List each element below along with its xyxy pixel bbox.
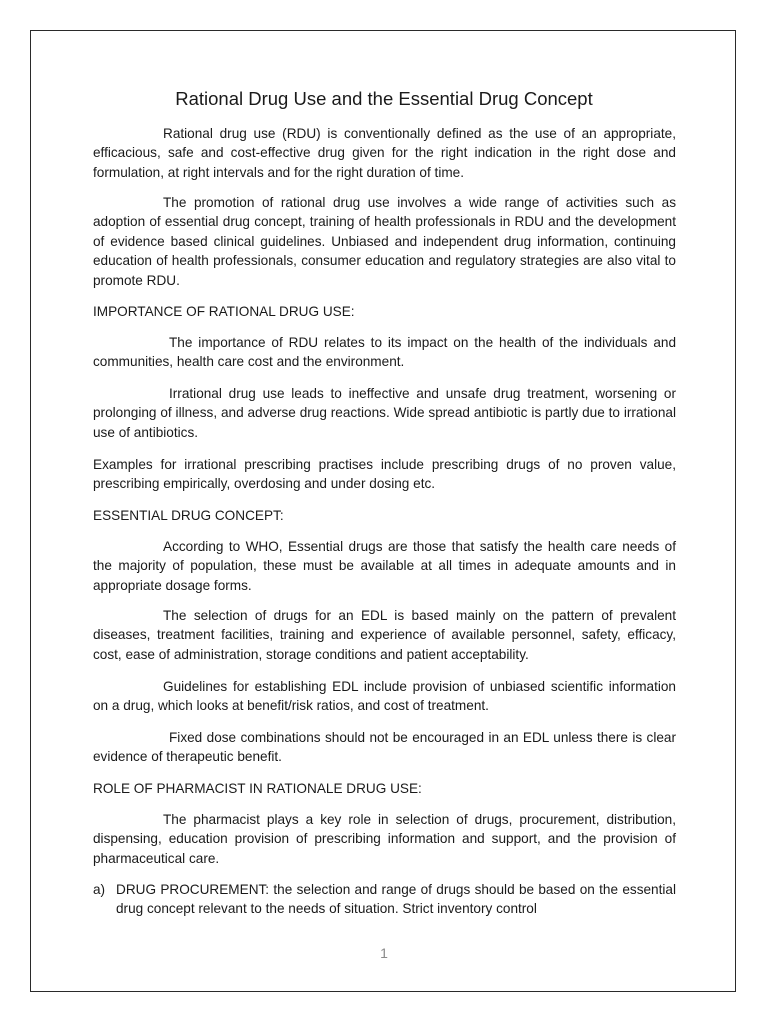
- paragraph-edl-selection: The selection of drugs for an EDL is based mainly on the pattern of prevalent diseases, treatment facilities, training and experience of available personnel, safety, efficacy, cost, ease of administration, storage conditions and patient acceptability.: [93, 608, 676, 662]
- list-item-text: DRUG PROCUREMENT: the selection and range of drugs should be based on the essential drug concept relevant to the needs of situation. Strict inventory control: [116, 882, 676, 917]
- heading-importance-rdu: IMPORTANCE OF RATIONAL DRUG USE:: [93, 304, 355, 319]
- heading-role-pharmacist: ROLE OF PHARMACIST IN RATIONALE DRUG USE:: [93, 781, 422, 796]
- paragraph-pharmacist-role: The pharmacist plays a key role in selection of drugs, procurement, distribution, dispensing, education provision of prescribing information and support, and the provision of pharmaceutical care.: [93, 812, 676, 866]
- paragraph-rdu-importance: The importance of RDU relates to its impact on the health of the individuals and communities, health care cost and the environment.: [93, 335, 676, 370]
- heading-essential-drug-concept: ESSENTIAL DRUG CONCEPT:: [93, 508, 284, 523]
- paragraph-who-definition: According to WHO, Essential drugs are those that satisfy the health care needs of the majority of population, these must be available at all times in adequate amounts and in appropriate dosage forms.: [93, 539, 676, 593]
- paragraph-irrational-examples: Examples for irrational prescribing practises include prescribing drugs of no proven value, prescribing empirically, overdosing and under dosing etc.: [93, 457, 676, 492]
- paragraph-rdu-promotion: The promotion of rational drug use involves a wide range of activities such as adoption of essential drug concept, training of health professionals in RDU and the development of evidence based clinical guidelines. Unbiased and independent drug information, continuing education of health professionals, consumer education and regulatory strategies are also vital to promote RDU.: [93, 195, 676, 288]
- document-title: Rational Drug Use and the Essential Drug Concept: [175, 88, 593, 109]
- list-marker: a): [93, 882, 106, 897]
- paragraph-edl-guidelines: Guidelines for establishing EDL include provision of unbiased scientific information on a drug, which looks at benefit/risk ratios, and cost of treatment.: [93, 679, 676, 714]
- paragraph-rdu-definition: Rational drug use (RDU) is conventionally defined as the use of an appropriate, efficacious, safe and cost-effective drug given for the right indication in the right dose and formulation, at right intervals and for the right duration of time.: [93, 126, 676, 180]
- list-item-drug-procurement: [93, 880, 676, 919]
- paragraph-fixed-dose: Fixed dose combinations should not be encouraged in an EDL unless there is clear evidence of therapeutic benefit.: [93, 730, 676, 765]
- page-number: 1: [380, 945, 388, 961]
- paragraph-irrational-use: Irrational drug use leads to ineffective and unsafe drug treatment, worsening or prolonging of illness, and adverse drug reactions. Wide spread antibiotic is partly due to irrational use of antibiotics.: [93, 386, 676, 440]
